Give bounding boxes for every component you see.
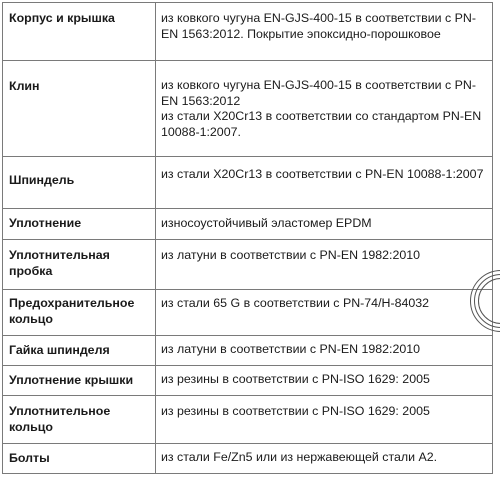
part-name: Уплотнительная пробка	[9, 248, 110, 278]
material-description: износоустойчивый эластомер EPDM	[161, 216, 372, 230]
materials-spec-table	[2, 2, 493, 474]
part-name: Корпус и крышка	[9, 11, 115, 25]
part-name: Клин	[9, 79, 40, 93]
table-row	[3, 61, 493, 157]
part-name-cell	[3, 336, 156, 366]
material-cell	[156, 240, 493, 290]
material-cell	[156, 209, 493, 240]
material-description: из стали Fe/Zn5 или из нержавеющей стали A2.	[161, 450, 438, 464]
material-description: из стали 65 G в соответствии с PN-74/H-84032	[161, 296, 430, 310]
part-name-cell	[3, 240, 156, 290]
table-row	[3, 444, 493, 474]
part-name: Болты	[9, 451, 50, 465]
part-name: Уплотнение крышки	[9, 373, 134, 387]
part-name: Уплотнение	[9, 216, 82, 230]
table-row	[3, 396, 493, 444]
part-name: Предохранительное кольцо	[9, 296, 135, 326]
material-cell	[156, 61, 493, 157]
table-row	[3, 209, 493, 240]
material-description: из ковкого чугуна EN-GJS-400-15 в соответствии с PN-EN 1563:2012. Покрытие эпоксидно-порошковое	[161, 11, 476, 41]
material-description: из резины в соответствии с PN-ISO 1629: 2005	[161, 404, 430, 418]
material-cell	[156, 396, 493, 444]
material-cell	[156, 157, 493, 209]
part-name-cell	[3, 366, 156, 396]
part-name-cell	[3, 209, 156, 240]
table-row	[3, 240, 493, 290]
material-cell	[156, 336, 493, 366]
material-cell	[156, 290, 493, 336]
table-row	[3, 3, 493, 61]
table-row	[3, 157, 493, 209]
material-cell	[156, 3, 493, 61]
material-description: из латуни в соответствии с PN-EN 1982:2010	[161, 248, 421, 262]
part-name-cell	[3, 290, 156, 336]
material-cell	[156, 366, 493, 396]
table-row	[3, 366, 493, 396]
part-name: Гайка шпинделя	[9, 343, 110, 357]
part-name-cell	[3, 157, 156, 209]
material-description: из ковкого чугуна EN-GJS-400-15 в соответствии с PN-EN 1563:2012 из стали X20Cr13 в соответствии со стандартом PN-EN 10088-1:2007.	[161, 78, 482, 139]
part-name: Шпиндель	[9, 173, 75, 187]
table-row	[3, 290, 493, 336]
part-name-cell	[3, 3, 156, 61]
table-row	[3, 336, 493, 366]
part-name-cell	[3, 396, 156, 444]
material-description: из резины в соответствии с PN-ISO 1629: 2005	[161, 372, 430, 386]
part-name: Уплотнительное кольцо	[9, 404, 111, 434]
material-description: из стали X20Cr13 в соответствии с PN-EN 10088-1:2007	[161, 167, 484, 181]
material-cell	[156, 444, 493, 474]
part-name-cell	[3, 61, 156, 157]
material-description: из латуни в соответствии с PN-EN 1982:2010	[161, 342, 421, 356]
part-name-cell	[3, 444, 156, 474]
